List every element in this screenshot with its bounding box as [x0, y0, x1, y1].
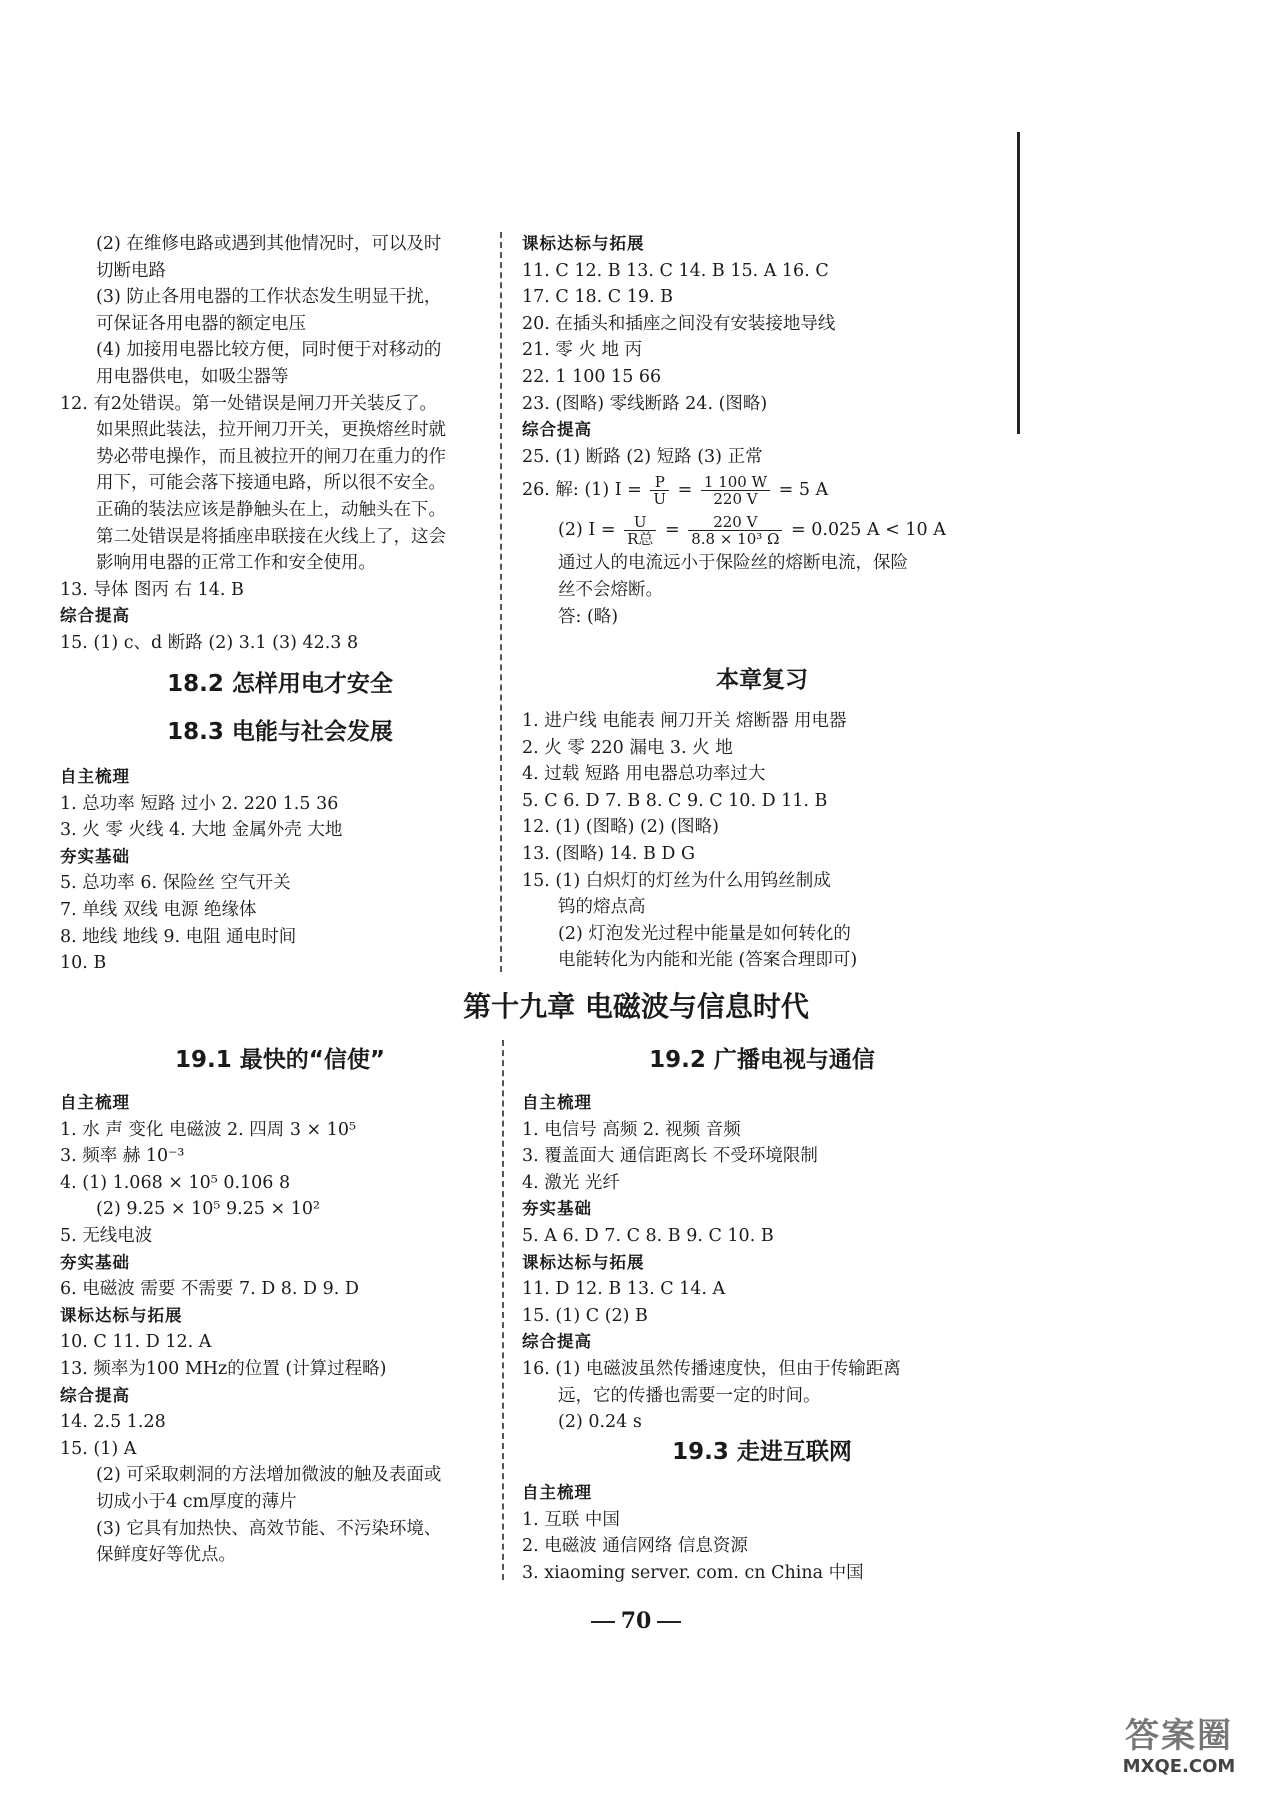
text-line: 11. C 12. B 13. C 14. B 15. A 16. C — [522, 260, 829, 281]
text-line: 17. C 18. C 19. B — [522, 287, 673, 308]
text-line: 影响用电器的正常工作和安全使用。 — [96, 553, 376, 574]
text-line: 22. 1 100 15 66 — [522, 366, 662, 387]
text-line: 用电器供电，如吸尘器等 — [96, 366, 289, 387]
text-line: 势必带电操作，而且被拉开的闸刀在重力的作 — [96, 446, 446, 467]
margin-rule — [1017, 132, 1020, 434]
text-line: 正确的装法应该是静触头在上，动触头在下。 — [96, 499, 446, 520]
formula-line — [522, 470, 1002, 510]
dash-decoration — [657, 1621, 681, 1623]
formula-text: = 5 A — [778, 480, 829, 501]
text-line: 5. A 6. D 7. C 8. B 9. C 10. B — [522, 1225, 774, 1246]
formula-text: 26. 解: (1) I = — [522, 480, 642, 501]
column-divider — [502, 1040, 504, 1580]
text-line: 16. (1) 电磁波虽然传播速度快，但由于传输距离 — [522, 1358, 901, 1379]
section-title: 19.2 广播电视与通信 — [649, 1047, 875, 1073]
subsection-heading: 综合提高 — [522, 1332, 592, 1352]
text-line: 如果照此装法，拉开闸刀开关，更换熔丝时就 — [96, 420, 446, 441]
fraction-denominator: U — [653, 490, 667, 509]
text-line: 钨的熔点高 — [558, 897, 646, 918]
text-line: 15. (1) C (2) B — [522, 1305, 648, 1326]
section-title: 19.3 走进互联网 — [672, 1439, 852, 1465]
fraction — [650, 474, 669, 507]
subsection-heading: 夯实基础 — [60, 846, 130, 866]
text-line: 10. C 11. D 12. A — [60, 1332, 212, 1353]
text-line: 丝不会熔断。 — [558, 579, 663, 600]
fraction — [624, 514, 656, 547]
text-line: 20. 在插头和插座之间没有安装接地导线 — [522, 313, 836, 334]
right-column-19 — [522, 1090, 1002, 1436]
subsection-heading: 课标达标与拓展 — [522, 1252, 645, 1272]
text-line: 1. 水 声 变化 电磁波 2. 四周 3 × 10⁵ — [60, 1119, 357, 1140]
fraction-numerator: 1 100 W — [701, 474, 770, 491]
text-line: (2) 0.24 s — [558, 1412, 642, 1433]
left-column-upper — [60, 231, 500, 657]
right-column-19-3 — [522, 1480, 1002, 1586]
text-line: 可保证各用电器的额定电压 — [96, 313, 306, 334]
text-line: 15. (1) c、d 断路 (2) 3.1 (3) 42.3 8 — [60, 632, 359, 653]
right-column-upper — [522, 231, 1002, 630]
text-line: (2) 灯泡发光过程中能量是如何转化的 — [558, 923, 851, 944]
text-line: 答: (略) — [558, 606, 619, 627]
text-line: (2) 9.25 × 10⁵ 9.25 × 10² — [96, 1199, 320, 1220]
chapter-title: 第十九章 电磁波与信息时代 — [463, 990, 809, 1023]
subsection-heading: 自主梳理 — [60, 767, 130, 786]
text-line: 5. C 6. D 7. B 8. C 9. C 10. D 11. B — [522, 790, 828, 811]
text-line: 通过人的电流远小于保险丝的熔断电流，保险 — [558, 553, 908, 574]
text-line: 13. (图略) 14. B D G — [522, 843, 696, 864]
text-line: 切断电路 — [96, 260, 166, 281]
watermark-text: 答案圈 — [1125, 1716, 1233, 1756]
text-line: 3. 覆盖面大 通信距离长 不受环境限制 — [522, 1146, 818, 1167]
text-line: 保鲜度好等优点。 — [96, 1545, 236, 1566]
subsection-heading: 自主梳理 — [60, 1093, 130, 1112]
text-line: 12. (1) (图略) (2) (图略) — [522, 817, 719, 838]
text-line: (4) 加接用电器比较方便，同时便于对移动的 — [96, 340, 442, 361]
text-line: 12. 有2处错误。第一处错误是闸刀开关装反了。 — [60, 393, 438, 414]
text-line: 1. 总功率 短路 过小 2. 220 1.5 36 — [60, 793, 339, 814]
text-line: 3. xiaoming server. com. cn China 中国 — [522, 1562, 864, 1583]
text-line: 6. 电磁波 需要 不需要 7. D 8. D 9. D — [60, 1279, 359, 1300]
text-line: 21. 零 火 地 丙 — [522, 340, 643, 361]
text-line: 8. 地线 地线 9. 电阻 通电时间 — [60, 926, 297, 947]
text-line: 4. (1) 1.068 × 10⁵ 0.106 8 — [60, 1172, 291, 1193]
formula-text: = 0.025 A < 10 A — [791, 520, 946, 541]
text-line: 15. (1) A — [60, 1438, 137, 1459]
subsection-heading: 综合提高 — [60, 606, 130, 626]
fraction-numerator: P — [650, 474, 669, 491]
text-line: 4. 过载 短路 用电器总功率过大 — [522, 764, 766, 785]
dash-decoration — [591, 1621, 615, 1623]
fraction-numerator: 220 V — [688, 514, 782, 531]
text-line: 第二处错误是将插座串联接在火线上了，这会 — [96, 526, 446, 547]
fraction-numerator: U — [624, 514, 656, 531]
subsection-heading: 夯实基础 — [60, 1252, 130, 1272]
text-line: 用下，可能会落下接通电路，所以很不安全。 — [96, 473, 446, 494]
chapter-review — [522, 708, 1002, 974]
text-line: (3) 防止各用电器的工作状态发生明显干扰， — [96, 287, 442, 308]
text-line: 2. 火 零 220 漏电 3. 火 地 — [522, 737, 733, 758]
subsection-heading: 自主梳理 — [522, 1483, 592, 1502]
text-line: (2) 在维修电路或遇到其他情况时，可以及时 — [96, 234, 442, 254]
text-line: (2) 可采取刺洞的方法增加微波的触及表面或 — [96, 1465, 442, 1486]
text-line: 1. 进户线 电能表 闸刀开关 熔断器 用电器 — [522, 711, 847, 731]
fraction — [701, 474, 770, 507]
subsection-heading: 课标达标与拓展 — [60, 1305, 183, 1325]
column-divider — [500, 232, 502, 972]
fraction-denominator: R总 — [627, 530, 654, 549]
text-line: 10. B — [60, 953, 107, 974]
subsection-heading: 综合提高 — [522, 420, 592, 440]
text-line: 13. 频率为100 MHz的位置 (计算过程略) — [60, 1358, 387, 1379]
formula-text: = — [664, 520, 680, 541]
text-line: 切成小于4 cm厚度的薄片 — [96, 1491, 297, 1512]
fraction-denominator: 8.8 × 10³ Ω — [691, 530, 780, 549]
text-line: 远，它的传播也需要一定的时间。 — [558, 1385, 821, 1406]
text-line: 1. 互联 中国 — [522, 1509, 620, 1530]
fraction — [688, 514, 782, 547]
left-column-18 — [60, 764, 500, 977]
text-line: 13. 导体 图丙 右 14. B — [60, 579, 244, 600]
text-line: 电能转化为内能和光能 (答案合理即可) — [558, 950, 858, 971]
text-line: 25. (1) 断路 (2) 短路 (3) 正常 — [522, 446, 763, 467]
text-line: 14. 2.5 1.28 — [60, 1412, 166, 1433]
text-line: 15. (1) 白炽灯的灯丝为什么用钨丝制成 — [522, 870, 831, 891]
text-line: 5. 总功率 6. 保险丝 空气开关 — [60, 873, 291, 894]
section-title: 18.2 怎样用电才安全 — [167, 671, 393, 697]
fraction-denominator: 220 V — [713, 490, 758, 509]
section-title: 本章复习 — [716, 667, 808, 693]
text-line: 7. 单线 双线 电源 绝缘体 — [60, 899, 257, 920]
left-column-19 — [60, 1090, 500, 1569]
page-number — [0, 1608, 1272, 1634]
text-line: 11. D 12. B 13. C 14. A — [522, 1279, 726, 1300]
text-line: 4. 激光 光纤 — [522, 1172, 620, 1193]
text-line: 3. 火 零 火线 4. 大地 金属外壳 大地 — [60, 820, 343, 841]
text-line: 2. 电磁波 通信网络 信息资源 — [522, 1536, 748, 1557]
watermark-logo — [1104, 1716, 1254, 1786]
text-line: 1. 电信号 高频 2. 视频 音频 — [522, 1119, 741, 1140]
subsection-heading: 课标达标与拓展 — [522, 234, 645, 253]
formula-text: = — [677, 480, 693, 501]
formula-text: (2) I = — [558, 520, 616, 541]
formula-line — [522, 510, 1002, 550]
watermark-url: MXQE.COM — [1122, 1756, 1236, 1777]
subsection-heading: 夯实基础 — [522, 1199, 592, 1219]
page-number-text: 70 — [620, 1608, 652, 1634]
section-title: 19.1 最快的“信使” — [175, 1047, 385, 1073]
text-line: 3. 频率 赫 10⁻³ — [60, 1146, 185, 1167]
section-title: 18.3 电能与社会发展 — [167, 719, 393, 745]
text-line: 23. (图略) 零线断路 24. (图略) — [522, 393, 768, 414]
subsection-heading: 综合提高 — [60, 1385, 130, 1405]
subsection-heading: 自主梳理 — [522, 1093, 592, 1112]
text-line: (3) 它具有加热快、高效节能、不污染环境、 — [96, 1518, 442, 1539]
text-line: 5. 无线电波 — [60, 1225, 153, 1246]
